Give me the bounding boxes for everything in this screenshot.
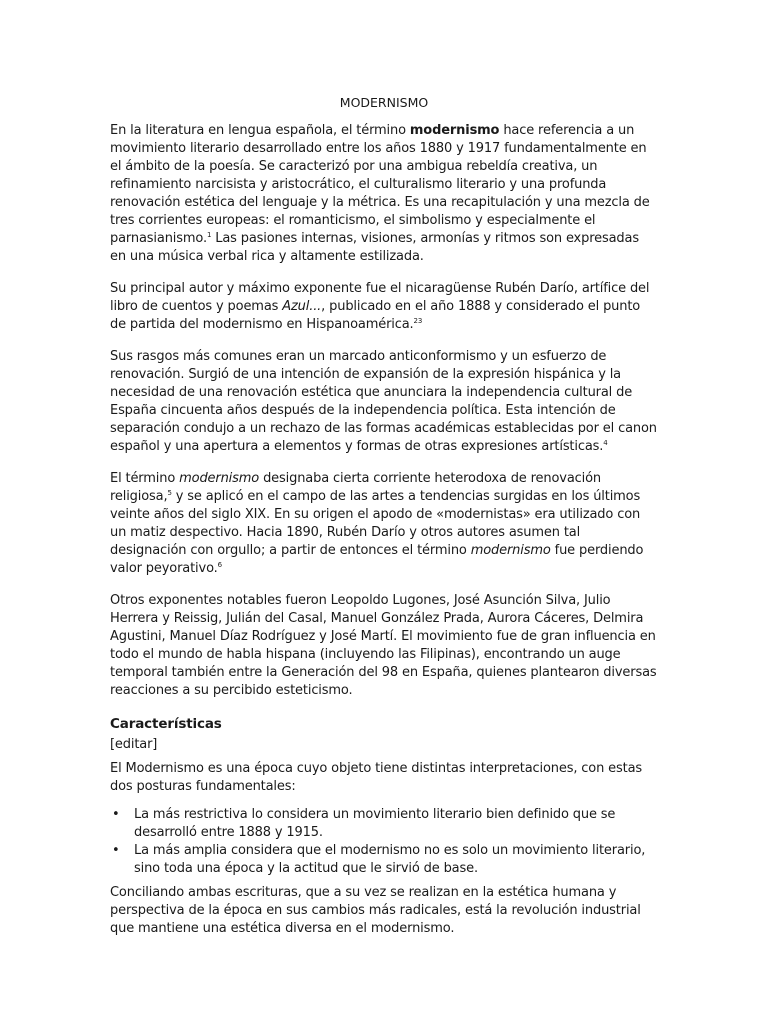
bullet-list	[110, 806, 658, 878]
list-item-text: La más amplia considera que el modernismo no es solo un movimiento literario, sino toda una época y la actitud que le sirvió de base.	[134, 843, 646, 876]
paragraph-termino-text: El término	[110, 471, 180, 486]
italic-modernismo: modernismo	[179, 471, 260, 486]
paragraph-posturas: El Modernismo es una época cuyo objeto tiene distintas interpretaciones, con estas dos posturas fundamentales:	[110, 761, 643, 794]
list-item	[110, 842, 658, 878]
paragraph-termino-text-4: fue perdiendo valor peyorativo.	[110, 543, 644, 576]
footnote-ref-5[interactable]: 5	[167, 489, 172, 497]
keyword-modernismo: modernismo	[409, 123, 500, 138]
paragraph-rasgos-text: Sus rasgos más comunes eran un marcado anticonformismo y un esfuerzo de renovación. Surgió de una intención de expansión de la expresión hispánica y la necesidad de una renovación estética que anunciara la independencia cultural de España cincuenta años después de la independencia política. Esta intención de separación condujo a un rechazo de las formas académicas establecidas por el canon español y una apertura a elementos y formas de otras expresiones artísticas.	[110, 349, 657, 454]
italic-modernismo-2: modernismo	[470, 543, 551, 558]
paragraph-intro	[110, 122, 658, 266]
paragraph-rasgos	[110, 348, 658, 456]
paragraph-exponentes: Otros exponentes notables fueron Leopoldo Lugones, José Asunción Silva, Julio Herrera y Reissig, Julián del Casal, Manuel González Prada, Aurora Cáceres, Delmira Agustini, Manuel Díaz Rodríguez y José Martí. El movimiento fue de gran influencia en todo el mundo de habla hispana (incluyendo las Filipinas), encontrando un auge temporal también entre la Generación del 98 en España, quienes plantearon diversas reacciones a su percibido esteticismo.	[110, 593, 657, 698]
paragraph-intro-text: En la literatura en lengua española, el término	[110, 123, 410, 138]
paragraph-intro-text-2: hace referencia a un movimiento literario desarrollado entre los años 1880 y 1917 fundamentalmente en el ámbito de la poesía. Se caracterizó por una ambigua rebeldía creativa, un refinamiento narcisista y aristocrático, el culturalismo literario y una profunda renovación estética del lenguaje y la métrica. Es una recapitulación y una mezcla de tres corrientes europeas: el romanticismo, el simbolismo y especialmente el parnasianismo.	[110, 123, 650, 246]
edit-link[interactable]: [editar]	[110, 737, 158, 752]
footnote-ref-4[interactable]: 4	[603, 439, 608, 447]
bullet-icon: •	[112, 843, 120, 858]
footnote-ref-6[interactable]: 6	[217, 561, 222, 569]
paragraph-dario-text-2: , publicado en el año 1888 y considerado el punto de partida del modernismo en Hispanoamérica.	[110, 299, 641, 332]
book-title-azul: Azul...	[282, 299, 322, 314]
list-item-text: La más restrictiva lo considera un movimiento literario bien definido que se desarrolló entre 1888 y 1915.	[134, 807, 616, 840]
paragraph-dario-text: Su principal autor y máximo exponente fue el nicaragüense Rubén Darío, artífice del libro de cuentos y poemas	[110, 281, 650, 314]
document-title: MODERNISMO	[339, 95, 429, 110]
list-item	[110, 806, 658, 842]
paragraph-termino-text-2: designaba cierta corriente heterodoxa de renovación religiosa,	[110, 471, 601, 504]
section-heading-caracteristicas: Características	[110, 716, 222, 732]
paragraph-intro-text-3: Las pasiones internas, visiones, armonías y ritmos son expresadas en una música verbal rica y altamente estilizada.	[110, 231, 639, 264]
document-page	[110, 94, 658, 952]
footnote-ref-1[interactable]: 1	[206, 231, 212, 239]
bullet-icon: •	[112, 807, 120, 822]
paragraph-conciliando: Conciliando ambas escrituras, que a su vez se realizan en la estética humana y perspectiva de la época en sus cambios más radicales, está la revolución industrial que mantiene una estética diversa en el modernismo.	[110, 885, 641, 936]
footnote-ref-23[interactable]: 23	[413, 317, 423, 325]
paragraph-termino-text-3: y se aplicó en el campo de las artes a tendencias surgidas en los últimos veinte años del siglo XIX. En su origen el apodo de «modernistas» era utilizado con un matiz despectivo. Hacia 1890, Rubén Darío y otros autores asumen tal designación con orgullo; a partir de entonces el término	[110, 489, 641, 558]
paragraph-dario	[110, 280, 658, 334]
paragraph-termino	[110, 470, 658, 578]
